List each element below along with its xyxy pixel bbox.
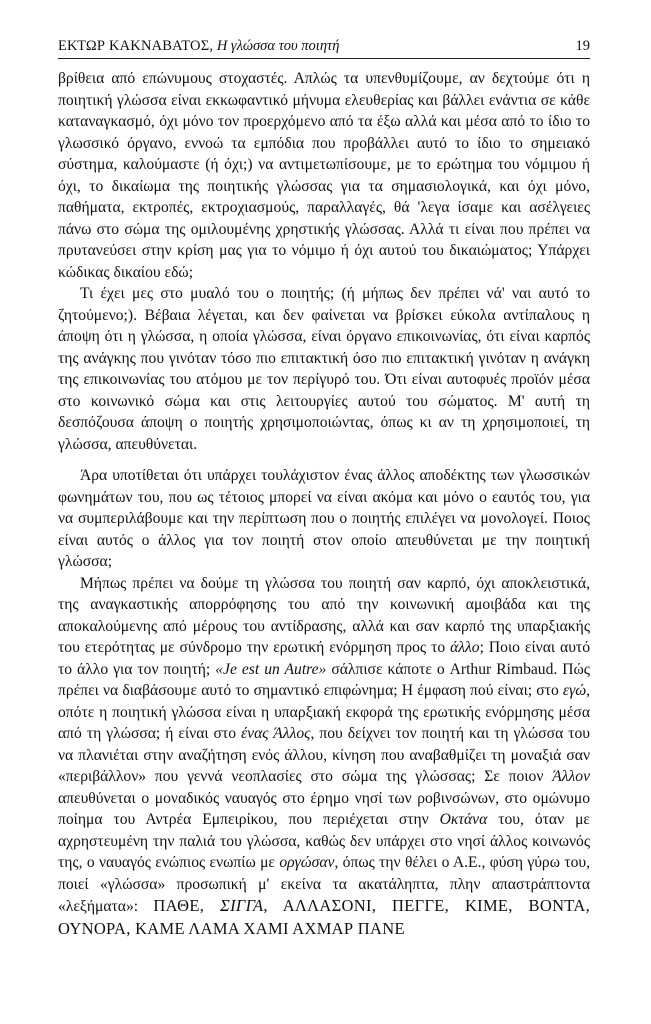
header-rule [58, 58, 590, 59]
paragraph-4-run: Μήπως πρέπει να δούμε τη γλώσσα του ποιητή σαν καρπό, όχι αποκλειστικά, της αναγκαστικής απορρόφησης του από την κοινωνική αμοιβάδα και της αποκαλούμενης από μέρους του αντίδρασης, αλλά και σαν καρπό της υπαρξιακής του ετερότητας με σύνδρομο την ερωτική ενόρμηση προς το [58, 574, 590, 656]
paragraph-4 [58, 573, 590, 941]
paragraph-3: Άρα υποτίθεται ότι υπάρχει τουλάχιστον ένας άλλος αποδέκτης των γλωσσικών φωνημάτων του, που ως τέτοιος μπορεί να είναι ακόμα και μόνο ο εαυτός του, για να συμπεριλάβουμε και την περίπτωση που ο ποιητής επιλέγει να μονολογεί. Ποιος είναι αυτός ο άλλος για τον ποιητή στον οποίο απευθύνεται με την ποιητική γλώσσα; [58, 467, 590, 570]
paragraph-4-run: , οπότε η ποιητική γλώσσα είναι η υπαρξιακή εκφορά της ερωτικής ενόρμησης μέσα από τη γλώσσα; ή είναι στο [58, 682, 590, 742]
body-text [58, 68, 590, 940]
paragraph-4-run: του, όταν με αχρηστευμένη την παλιά του γλώσσα, καθώς δεν υπάρχει στο νησί άλλος κοινωνός της, ο ναυαγός ενώπιος ενωπίω με [58, 811, 590, 871]
header-title: Η γλώσσα του ποιητή [216, 38, 340, 54]
rimbaud-quote: «Je est un Autre» [215, 660, 327, 678]
emphasis-ego: εγώ [562, 682, 587, 699]
emphasis-oktana: Οκτάνα [439, 811, 488, 828]
emphasis-orgosan: οργώσαν [279, 854, 335, 871]
emphasis-allon: Άλλον [552, 768, 590, 785]
lexemes-run: , ΑΛΛΑΣΟΝΙ, ΠΕΓΓΕ, ΚΙΜΕ, ΒΟΝΤΑ, ΟΥΝΟΡΑ, ΚΑΜΕ ΛΑΜΑ ΧΑΜΙ ΑΧΜΑΡ ΠΑΝΕ [58, 896, 590, 938]
emphasis-allo: άλλο [450, 639, 480, 656]
paragraph-2: Τι έχει μες στο μυαλό του ο ποιητής; (ή μήπως δεν πρέπει νά' ναι αυτό το ζητούμενο;). Βέβαια λέγεται, και δεν φαίνεται να βρίσκει εύκολα αντίπαλους η άποψη ότι η γλώσσα, η οποία γλώσσα, είναι όργανο επικοινωνίας, ότι είναι καρπός της ανάγκης που γινόταν τόσο πιο επιτακτική όσο πιο επιτακτική γινόταν η ανάγκη της επικοινωνίας του ατόμου με τον περίγυρό του. Ότι είναι αυτοφυές προϊόν μέσα στο κοινωνικό σώμα και στις λειτουργίες αυτού του σώματος. Μ' αυτή τη δεσπόζουσα άποψη ο ποιητής χρησιμοποιώντας, όπως κι αν τη χρησιμοποιεί, τη γλώσσα, απευθύνεται. [58, 285, 590, 453]
emphasis-enas-allos: ένας Άλλος [241, 725, 311, 742]
header-author: ΕΚΤΩΡ ΚΑΚΝΑΒΑΤΟΣ, [58, 38, 214, 54]
paragraph-4-run: , όπως την θέλει ο Α.Ε., φύση γύρω του, ποιεί «γλώσσα» προσωπική μ' εκείνα τα ακατάληπτα, πλην απαστράπτοντα «λεξήματα»: [58, 854, 591, 915]
paragraph-4-run: ; Ποιο είναι αυτό το άλλο για τον ποιητή; [58, 639, 590, 678]
paragraph-4-run: σάλπισε κάποτε ο Arthur Rimbaud. Πώς πρέπει να διαβάσουμε αυτό το σημαντικό επιφώνημα; Η έμφαση πού είναι; στο [58, 660, 590, 699]
page-number: 19 [575, 38, 590, 54]
paragraph-1: βρίθεια από επώνυμους στοχαστές. Απλώς τα υπενθυμίζουμε, αν δεχτούμε ότι η ποιητική γλώσσα είναι εκκωφαντικό μήνυμα ελευθερίας και βάλλει ενάντια σε κάθε καταναγκασμό, όχι μόνο τον προερχόμενο από τα έξω αλλά και μέσα από το ίδιο το γλωσσικό όργανο, εννοώ τα εμπόδια που προβάλλει αυτό το ίδιο το σημειακό σύστημα, καλούμαστε (ή όχι;) να αντιμετωπίσουμε, με το ερώτημα του νόμιμου ή όχι, το δικαίωμα της ποιητικής γλώσσας για τα σημασιολογικά, και όχι μόνο, παθήματα, εκτροπές, εκτροχιασμούς, παραλλαγές, θά 'λεγα ίσαμε και ασέλγειες πάνω στο σώμα της ομιλουμένης χρηστικής γλώσσας. Αλλά τι είναι που πρέπει να πρυτανεύσει στην κρίση μας για το νόμιμο ή όχι αυτού του δικαιώματος; Υπάρχει κώδικας δικαίου εδώ; [58, 70, 590, 281]
paragraph-4-run: , που δείχνει τον ποιητή και τη γλώσσα του να πλανιέται στην αναζήτηση ενός άλλου, κίνηση που αναβαθμίζει τη μοναξιά σαν «περιβάλλον» που γεννά νεοπλασίες στο σώμα της γλώσσας; Σε ποιον [58, 725, 591, 785]
paragraph-4-run: απευθύνεται ο μοναδικός ναυαγός στο έρημο νησί των ροβινσώνων, στο ομώνυμο ποίημα του Αντρέα Εμπειρίκου, που περιέχεται στην [58, 789, 590, 828]
lexemes-run: ΠΑΘΕ, [153, 896, 221, 915]
lexeme-sigga: ΣΙΓΓΑ [220, 896, 264, 915]
running-header [58, 36, 590, 56]
